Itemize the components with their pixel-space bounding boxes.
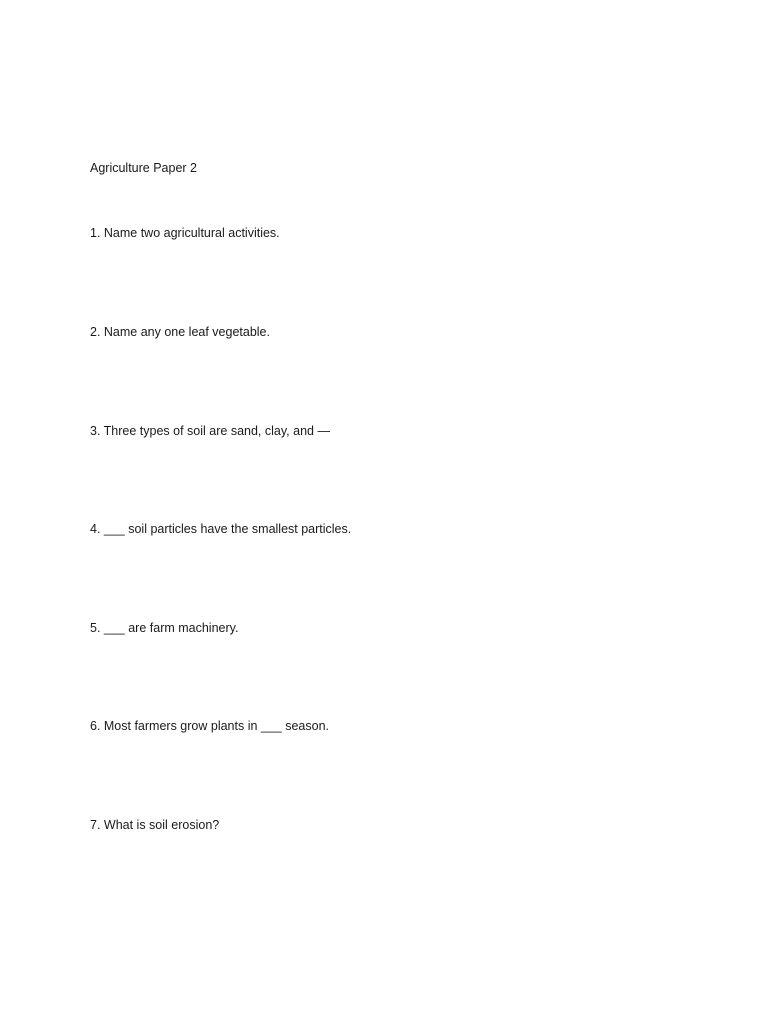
question-3: 3. Three types of soil are sand, clay, and — [90,424,330,438]
question-4: 4. ___ soil particles have the smallest particles. [90,522,352,536]
question-6: 6. Most farmers grow plants in ___ season. [90,719,330,733]
question-2: 2. Name any one leaf vegetable. [90,325,270,339]
document-title: Agriculture Paper 2 [90,161,198,175]
question-7: 7. What is soil erosion? [90,818,220,832]
question-5: 5. ___ are farm machinery. [90,621,239,635]
question-1: 1. Name two agricultural activities. [90,226,280,240]
